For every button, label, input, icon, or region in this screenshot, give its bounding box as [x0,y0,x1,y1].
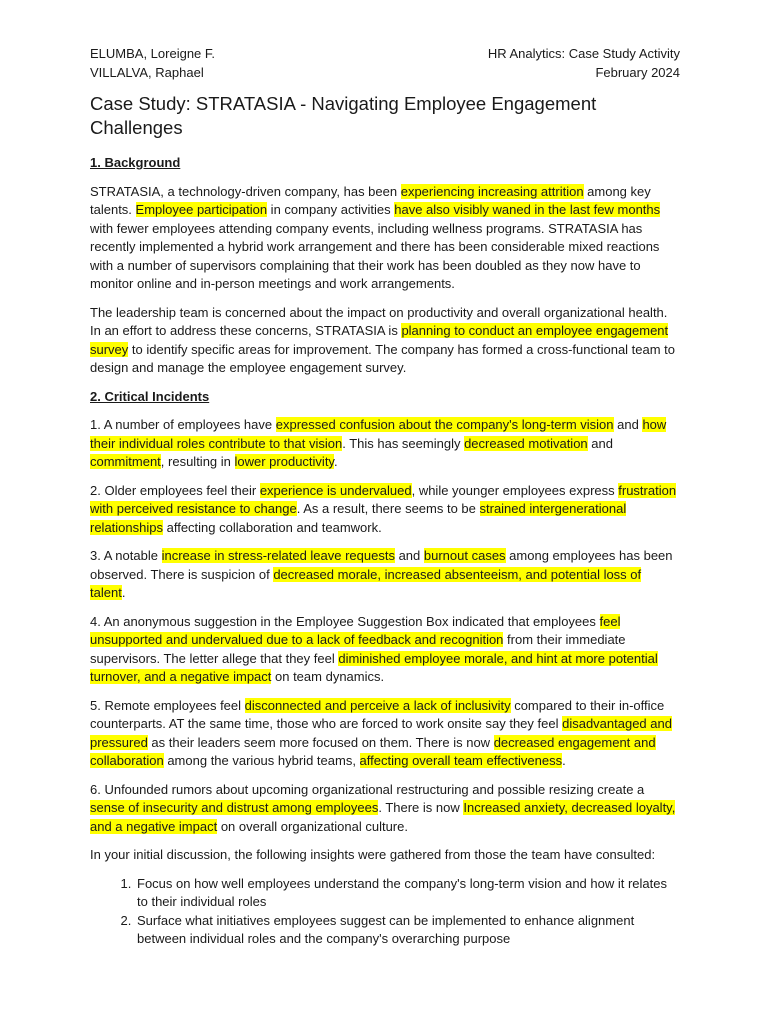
text-segment: on overall organizational culture. [217,818,408,834]
text-segment: 5. Remote employees feel [90,697,245,713]
text-segment: 4. An anonymous suggestion in the Employee Suggestion Box indicated that employees [90,613,600,629]
text-segment: among employees has been observed. There is suspicion of [90,548,673,582]
background-paragraph-1 [90,183,680,294]
insights-intro: In your initial discussion, the following insights were gathered from those the team have consulted: [90,847,656,862]
text-segment: 1. A number of employees have [90,417,276,432]
incident-4 [90,613,680,687]
text-segment: 2. Older employees feel their [90,482,260,498]
text-segment: . This has seemingly [342,435,465,451]
highlighted-text: disadvantaged and pressured [90,716,672,750]
text-segment: and [587,435,613,451]
highlighted-text: expressed confusion about the company's long-term vision [275,417,614,432]
document-title: Case Study: STRATASIA - Navigating Employee Engagement Challenges [90,93,597,138]
text-segment: STRATASIA, a technology-driven company, has been [90,183,401,199]
insight-item-1: 1. Focus on how well employees understand the company's long-term vision and how it relates to their individual roles [135,875,680,912]
highlighted-text: planning to conduct an employee engagement survey [90,323,669,357]
highlighted-text: increase in stress-related leave requests [161,548,395,563]
author-name-1: ELUMBA, Loreigne F. [90,46,216,61]
document-page [90,45,680,949]
text-segment: . [562,753,566,768]
author-name-2: VILLALVA, Raphael [90,64,204,80]
insight-item-2: 2. Surface what initiatives employees suggest can be implemented to enhance alignment between individual roles and the company's overarching purpose [135,912,680,949]
highlighted-text: feel unsupported and undervalued due to a lack of feedback and recognition [90,613,621,647]
text-segment: . As a result, there seems to be [296,501,480,516]
incident-2 [90,482,680,538]
incident-5 [90,697,680,771]
highlighted-text: frustration with perceived resistance to change [90,482,677,516]
text-segment: among the various hybrid teams, [163,753,360,768]
text-segment: . [121,585,126,600]
text-segment: with fewer employees attending company events, including wellness programs. STRATASIA has recently implemented a hybrid work arrangement and there has been considerable mixed reactions with a number of supervisors complaining that their work has been doubled as they now have to monitor online and in-person meetings and work arrangements. [90,220,660,291]
text-segment: from their immediate supervisors. The letter allege that they feel [90,632,626,666]
highlighted-text: disconnected and perceive a lack of inclusivity [244,697,511,713]
highlighted-text: experiencing increasing attrition [400,183,584,199]
highlighted-text: lower productivity [234,454,334,469]
insights-list [90,875,680,949]
text-segment: The leadership team is concerned about the impact on productivity and overall organizational health. In an effort to address these concerns, STRATASIA is [90,304,668,338]
highlighted-text: affecting overall team effectiveness [359,753,563,768]
incident-1 [90,416,680,472]
text-segment: to identify specific areas for improvement. The company has formed a cross-functional team to design and manage the employee engagement survey. [90,341,676,375]
background-heading: 1. Background [90,155,181,170]
text-segment: and [394,548,424,563]
highlighted-text: strained intergenerational relationships [90,501,627,535]
course-title: HR Analytics: Case Study Activity [487,46,680,61]
text-segment: , while younger employees express [411,482,619,498]
text-segment: on team dynamics. [271,669,385,684]
text-segment: as their leaders seem more focused on them. There is now [147,734,494,750]
text-segment: 6. Unfounded rumors about upcoming organizational restructuring and possible resizing create a [90,781,645,797]
incident-6 [90,781,680,837]
text-segment: . [333,454,338,469]
text-segment: . There is now [378,800,464,815]
highlighted-text: decreased engagement and collaboration [90,734,656,768]
text-segment: among key talents. [90,183,651,217]
highlighted-text: how their individual roles contribute to that vision [90,417,667,451]
document-header [90,45,680,82]
highlighted-text: commitment [90,454,161,469]
highlighted-text: sense of insecurity and distrust among employees [90,800,379,815]
highlighted-text: burnout cases [423,548,506,563]
highlighted-text: decreased motivation [464,435,588,451]
text-segment: compared to their in-office counterparts. AT the same time, those who are forced to work onsite say they feel [90,697,665,731]
text-segment: affecting collaboration and teamwork. [163,519,382,535]
highlighted-text: Employee participation [135,202,268,217]
critical-incidents-heading: 2. Critical Incidents [90,388,210,404]
background-paragraph-2 [90,304,680,378]
text-segment: and [613,417,643,432]
text-segment: 3. A notable [90,548,162,563]
highlighted-text: experience is undervalued [259,482,412,498]
document-date: February 2024 [595,64,680,80]
highlighted-text: have also visibly waned in the last few months [394,202,661,217]
text-segment: in company activities [267,202,395,217]
incident-3 [90,547,680,603]
highlighted-text: Increased anxiety, decreased loyalty, and a negative impact [90,800,676,834]
text-segment: , resulting in [160,454,235,469]
highlighted-text: diminished employee morale, and hint at more potential turnover, and a negative impact [90,650,658,684]
highlighted-text: decreased morale, increased absenteeism, and potential loss of talent [90,566,642,600]
